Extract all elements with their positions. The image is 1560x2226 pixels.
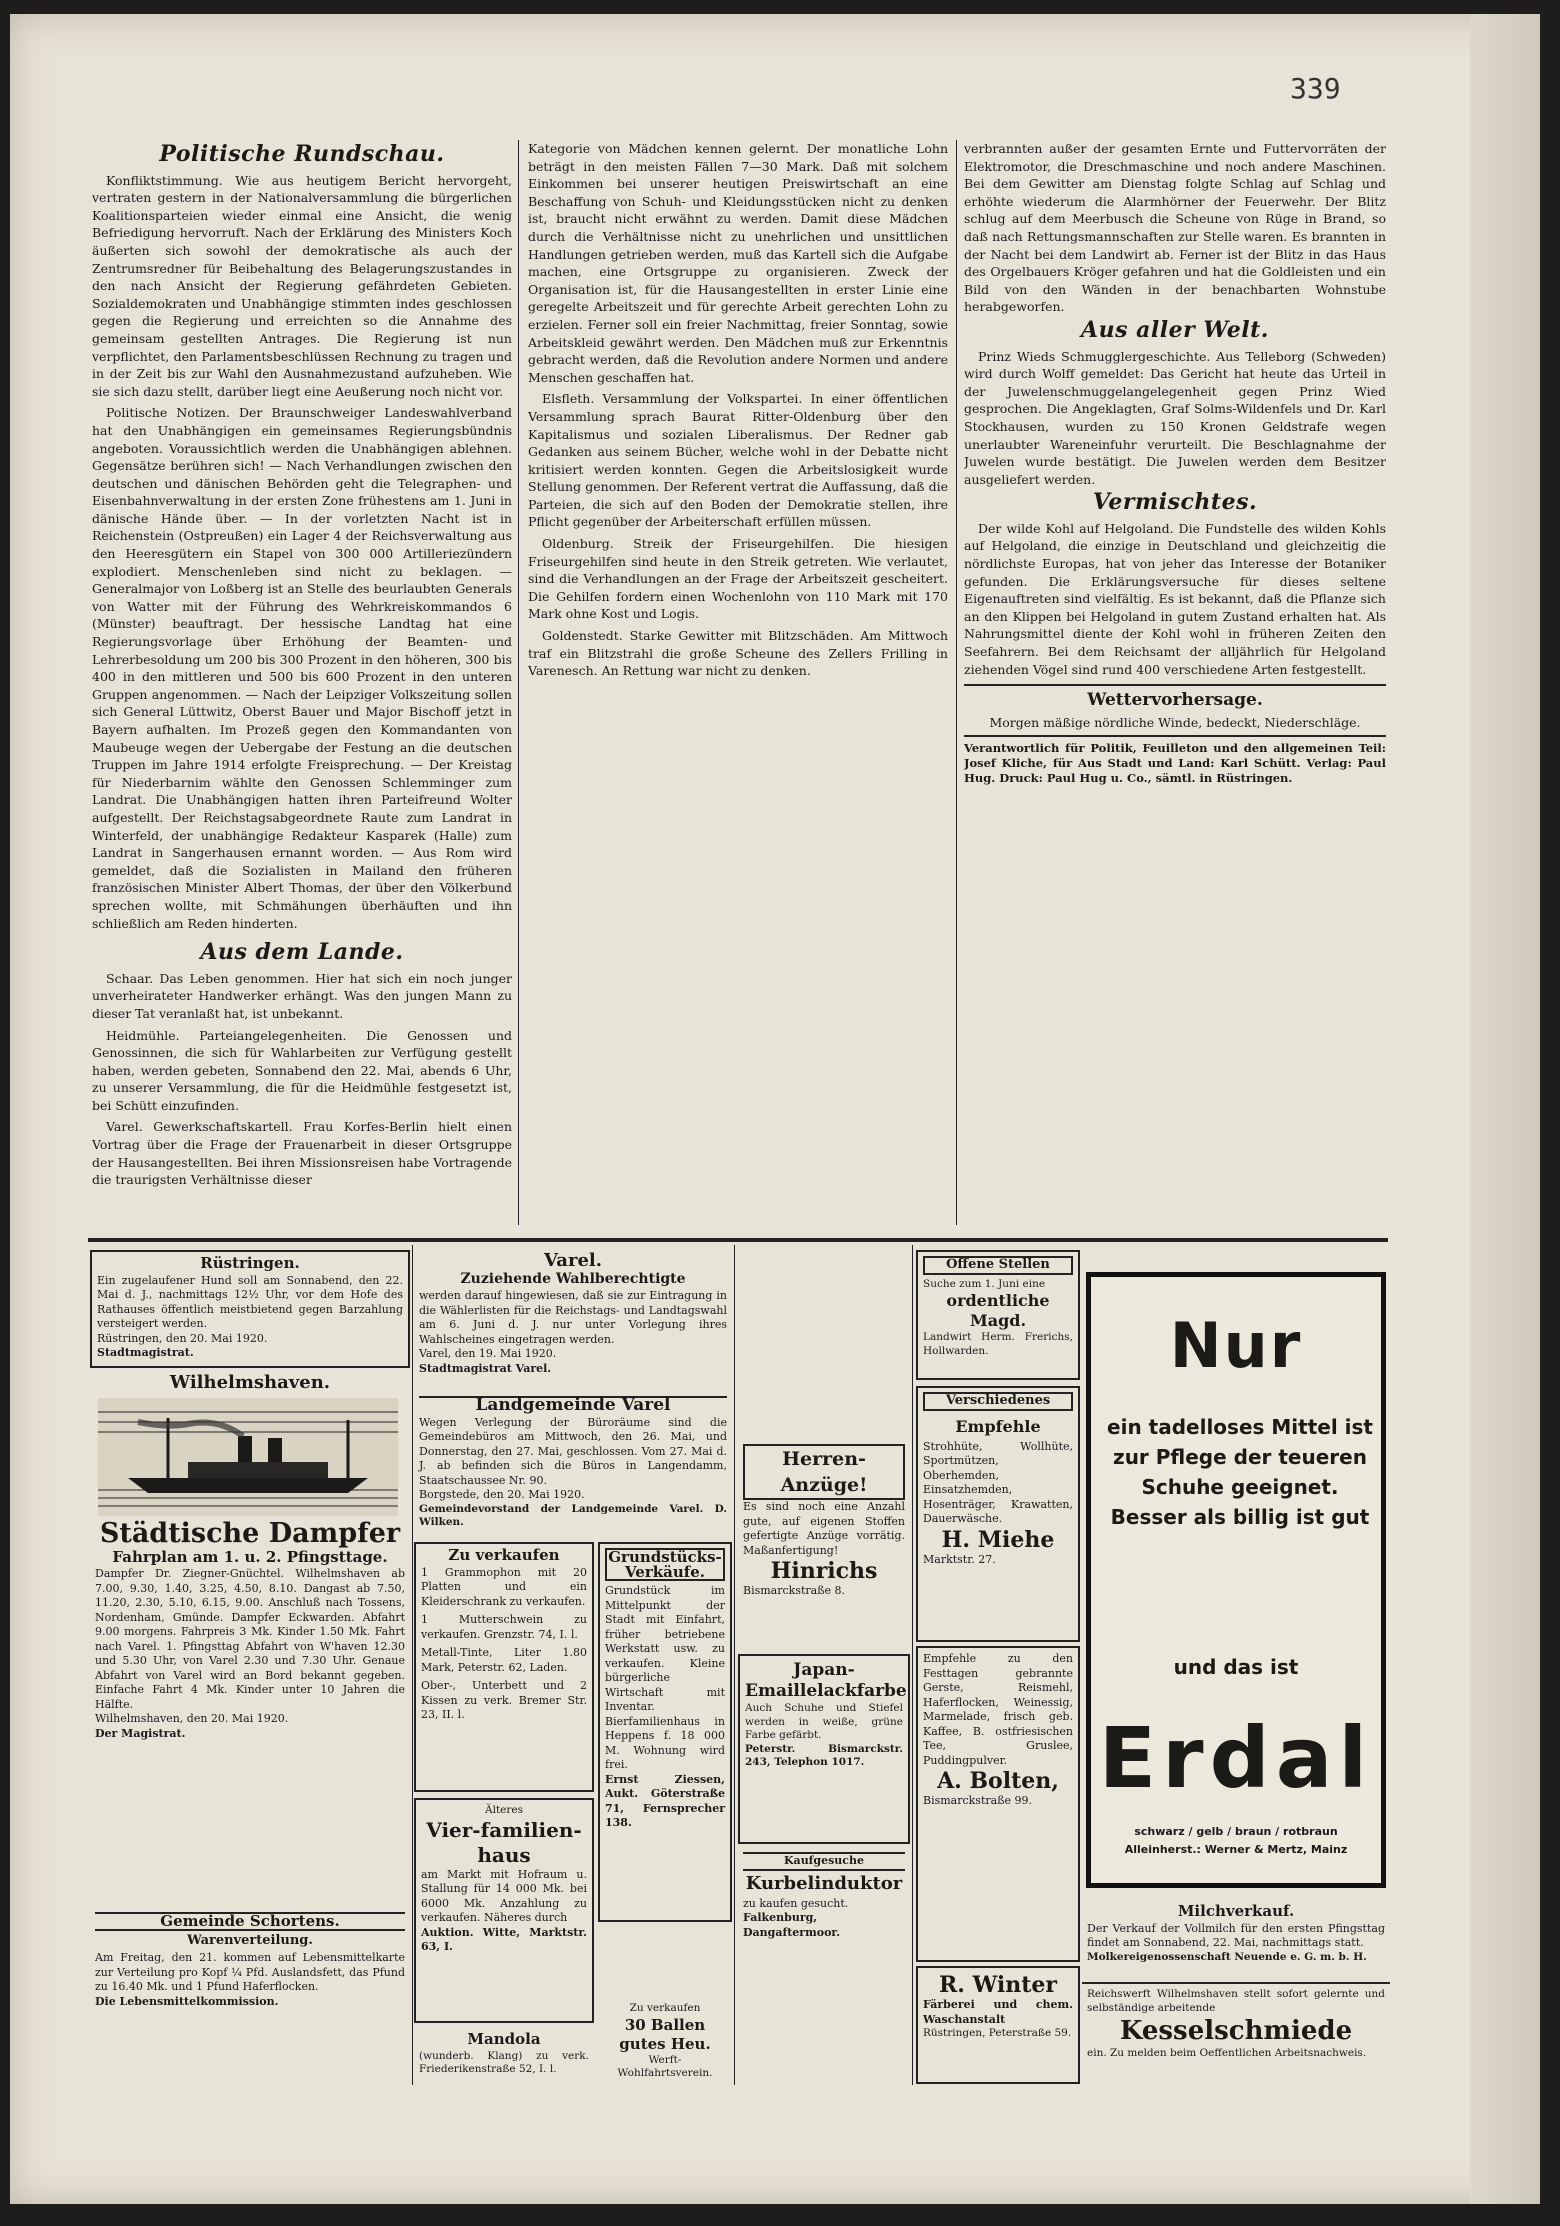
ad-landgemeinde-text: Wegen Verlegung der Büroräume sind die Gemeindebüros am Mittwoch, den 26. Mai, und Donnerstag, den 27. Mai, geschlossen. Vom 27. Mai d. J. ab befinden sich die Büros in Langendamm, Staatschaussee Nr. 90.: [419, 1415, 727, 1487]
ad-winter-address: Rüstringen, Peterstraße 59.: [923, 2027, 1072, 2039]
ad-verschiedenes-item: Strohhüte, Wollhüte, Sportmützen, Oberhemden, Einsatzhemden, Hosenträger, Krawatten, Dauerwäsche.: [923, 1439, 1073, 1525]
ad-kesselschmiede: [1082, 1982, 1390, 2084]
ad-schortens-sub: Warenverteilung.: [187, 1932, 313, 1948]
ad-grundstueck-agent: Ernst Ziessen, Aukt. Göterstraße 71, Fernsprecher 138.: [605, 1772, 725, 1829]
ad-winter: [916, 1966, 1080, 2084]
ad-milch-title: Milchverkauf.: [1177, 1902, 1295, 1920]
ad-bolten: [916, 1646, 1080, 1962]
ad-ruestringen-title: Rüstringen.: [200, 1254, 300, 1272]
ad-kaufgesuche-headline: Kurbelinduktor: [745, 1872, 903, 1894]
ad-winter-text: Färberei und chem. Waschanstalt: [923, 1998, 1073, 2026]
ad-wilhelmshaven-sub: Fahrplan am 1. u. 2. Pfingsttage.: [112, 1547, 388, 1566]
ad-vierfamilienhaus: [414, 1798, 594, 2023]
page-edge: [1470, 14, 1540, 2204]
ads-column-divider: [912, 1245, 913, 2085]
middle-paragraph: Kategorie von Mädchen kennen gelernt. Der monatliche Lohn beträgt in den meisten Fällen 7—30 Mark. Daß mit solchem Einkommen bei unserer heutigen Preiswirtschaft an eine Beschaffung von Schuh- und Kleidungsstücken nicht zu denken ist, braucht nicht erwähnt zu werden. Damit diese Mädchen durch die Verhältnisse nicht zu unehrlichen und unsittlichen Handlungen getrieben werden, muß das Kartell sich die Aufgabe machen, eine Ortsgruppe zu organisieren. Zweck der Organisation ist, für die Hausangestellten in erster Linie eine geregelte Arbeitszeit und für gerechte Arbeit gerechten Lohn zu erzielen. Ferner soll ein freier Nachmittag, freier Sonntag, sowie Arbeitskleid gewährt werden. Den Mädchen muß zur Erkenntnis gebracht werden, daß die Revolution andere Normen und andere Menschen geschaffen hat.: [528, 141, 948, 385]
wetter-block: [964, 684, 1386, 731]
ad-wilhelmshaven-headline: Städtische Dampfer: [99, 1517, 401, 1549]
ad-offene-stellen-title: Offene Stellen: [923, 1256, 1073, 1275]
ads-column-divider: [412, 1245, 413, 2085]
ad-kaufgesuche-text: zu kaufen gesucht.: [743, 1896, 849, 1910]
wetter-title: Wettervorhersage.: [1087, 690, 1263, 711]
ad-varel-sub: Zuziehende Wahlberechtigte: [460, 1270, 686, 1287]
ad-herren-address: Bismarckstraße 8.: [743, 1584, 846, 1597]
ad-grundstueck: [598, 1542, 732, 1922]
ad-offene-stellen-text: Suche zum 1. Juni eine: [923, 1277, 1046, 1290]
ad-landgemeinde: [414, 1392, 732, 1532]
ad-varel-sign: Varel, den 19. Mai 1920.: [419, 1347, 557, 1360]
ad-kaufgesuche-title: Kaufgesuche: [743, 1852, 905, 1871]
ad-ruestringen: [90, 1250, 410, 1368]
middle-paragraph: Oldenburg. Streik der Friseurgehilfen. Die hiesigen Friseurgehilfen sind heute in den Streik getreten. Wie verlautet, sind die Verhandlungen an der Frage der Arbeitszeit gescheitert. Die Gehilfen fordern einen Wochenlohn von 110 Mark mit 170 Mark ohne Kost und Logis.: [528, 536, 948, 622]
ad-kaufgesuche: [738, 1848, 910, 1962]
ad-item: Metall-Tinte, Liter 1.80 Mark, Peterstr. 62, Laden.: [421, 1646, 587, 1674]
ad-verschiedenes: [916, 1386, 1080, 1642]
ad-item: 1 Mutterschwein zu verkaufen. Grenzstr. 74, I. l.: [421, 1613, 587, 1641]
ad-landgemeinde-sign: Borgstede, den 20. Mai 1920.: [419, 1488, 585, 1501]
wetter-text: Morgen mäßige nördliche Winde, bedeckt, Niederschläge.: [989, 714, 1361, 730]
ad-wilhelmshaven-title: Wilhelmshaven.: [169, 1372, 331, 1393]
ad-heu-headline: 30 Ballen gutes Heu.: [619, 2015, 711, 2053]
ad-erdal-maker: Alleinherst.: Werner & Mertz, Mainz: [1124, 1843, 1348, 1856]
ad-kessel-text: Reichswerft Wilhelmshaven stellt sofort gelernte und selbständige arbeitende: [1087, 1988, 1385, 2014]
lande-paragraph: Heidmühle. Parteiangelegenheiten. Die Genossen und Genossinnen, die sich für Wahlarbeiten zur Verfügung gestellt haben, werden gebeten, Sonnabend den 22. Mai, abends 6 Uhr, zu unserer Versammlung, die für die Heidmühle festgesetzt ist, bei Schütt einzufinden.: [92, 1027, 512, 1113]
ad-winter-shop: R. Winter: [938, 1972, 1058, 1998]
ad-herren-anzuege: [738, 1440, 910, 1650]
column-middle: [528, 140, 948, 1225]
right-paragraph: verbrannten außer der gesamten Ernte und Futtervorräten der Elektromotor, die Dreschmaschine und noch andere Maschinen. Bei dem Gewitter am Dienstag folgte Schlag auf Schlag und erhöhte wiederum die Alarmhörner der Feuerwehr. Der Blitz schlug auf dem Meerbusch die Scheune von Rüge in Brand, so daß nach Rettungsmannschaften zur Stelle waren. Es brannten in der Nacht bei dem Landwirt ab. Ferner ist der Blitz in das Haus des Orgelbauers Kröger gefahren und hat die Goldleisten und ein Bild von den Wänden in der benachbarten Wohnstube herabgeworfen.: [964, 141, 1386, 315]
ad-item: 1 Grammophon mit 20 Platten und ein Kleiderschrank zu verkaufen.: [421, 1565, 587, 1608]
ad-kessel-sign: ein. Zu melden beim Oeffentlichen Arbeitsnachweis.: [1087, 2047, 1367, 2059]
ad-schortens: [90, 1908, 410, 2050]
ad-kessel-headline: Kesselschmiede: [1119, 2016, 1353, 2046]
ad-varel-title: Varel.: [543, 1250, 603, 1271]
ad-mandola-title: Mandola: [467, 2030, 541, 2048]
column-divider: [518, 140, 519, 1225]
ad-bolten-address: Bismarckstraße 99.: [923, 1794, 1033, 1807]
ad-ruestringen-office: Stadtmagistrat.: [97, 1346, 194, 1359]
ad-herren-text: Es sind noch eine Anzahl gute, auf eigenen Stoffen gefertigte Anzüge vorrätig. Maßanfertigung!: [743, 1500, 905, 1557]
vermischtes-title: Vermischtes.: [1092, 489, 1258, 516]
ad-kaufgesuche-sign: Falkenburg, Dangaftermoor.: [743, 1911, 841, 1939]
ad-erdal-brand: Erdal: [1098, 1709, 1374, 1807]
ad-heu-title: Zu verkaufen: [629, 2002, 701, 2014]
ad-verschiedenes-address: Marktstr. 27.: [923, 1552, 996, 1566]
lande-paragraph: Schaar. Das Leben genommen. Hier hat sich ein noch junger unverheirateter Handwerker erhängt. Was den jungen Mann zu dieser Tat veranlaßt hat, ist unbekannt.: [92, 970, 512, 1021]
ad-schortens-text: Am Freitag, den 21. kommen auf Lebensmittelkarte zur Verteilung pro Kopf ¼ Pfd. Auslandsfett, das Pfund zu 16.40 Mk. und 1 Pfund Haferflocken.: [95, 1951, 405, 1993]
ad-landgemeinde-office: Gemeindevorstand der Landgemeinde Varel. D. Wilken.: [419, 1502, 727, 1528]
ad-erdal-headline: Nur: [1169, 1309, 1303, 1382]
middle-paragraph: Elsfleth. Versammlung der Volkspartei. In einer öffentlichen Versammlung sprach Baurat Ritter-Oldenburg über den Kapitalismus und sozialen Liberalismus. Der Redner gab Gedanken aus seinem Bücher, welche wohl in der Debatte nicht kritisiert werden konnten. Gegen die Arbeitslosigkeit wurde Stellung genommen. Der Referent vertrat die Auffassung, daß die Parteien, die sich auf den Boden der Demokratie stellen, ihre Pflicht gegenüber der Arbeiterschaft erfüllen müssen.: [528, 391, 948, 530]
ads-column-divider: [734, 1245, 735, 2085]
ad-erdal: [1086, 1272, 1386, 1888]
ad-item: Ober-, Unterbett und 2 Kissen zu verk. Bremer Str. 23, II. l.: [421, 1679, 587, 1721]
ad-varel: [414, 1250, 732, 1388]
ad-verschiedenes-title: Verschiedenes: [923, 1392, 1073, 1411]
column-right: [964, 140, 1386, 1225]
ad-varel-office: Stadtmagistrat Varel.: [419, 1361, 552, 1375]
column-divider: [956, 140, 957, 1225]
ads-divider: [88, 1238, 1388, 1242]
ad-vierfamilienhaus-agent: Auktion. Witte, Marktstr. 63, I.: [421, 1925, 587, 1953]
ad-wilhelmshaven-office: Der Magistrat.: [95, 1726, 186, 1740]
ad-erdal-colors: schwarz / gelb / braun / rotbraun: [1134, 1825, 1338, 1838]
middle-paragraph: Goldenstedt. Starke Gewitter mit Blitzschäden. Am Mittwoch traf ein Blitzstrahl die große Scheune des Zellers Frilling in Varenesch. An Rettung war nicht zu denken.: [528, 628, 948, 679]
ad-ruestringen-text: Ein zugelaufener Hund soll am Sonnabend, den 22. Mai d. J., nachmittags 12½ Uhr, vor dem Hofe des Rathauses öffentlich meistbietend gegen Barzahlung versteigert werden.: [97, 1273, 403, 1330]
ad-emaillelack-title: Japan-Emaillelackfarbe: [745, 1660, 907, 1701]
lande-paragraph: Varel. Gewerkschaftskartell. Frau Korfes-Berlin hielt einen Vortrag über die Frage der Frauenarbeit in dieser Ortsgruppe der Hausangestellten. Bei ihren Missionsreisen habe Vortragende die traurigsten Verhältnisse dieser: [92, 1119, 512, 1188]
column-politik: [92, 140, 512, 1220]
ad-offene-stellen-sign: Landwirt Herm. Frerichs, Hollwarden.: [923, 1331, 1073, 1357]
ad-grundstueck-text: Grundstück im Mittelpunkt der Stadt mit Einfahrt, früher betriebene Werkstatt usw. zu verkaufen. Kleine bürgerliche Wirtschaft mit Inventar. Bierfamilienhaus in Heppens f. 18 000 M. Wohnung wird frei.: [605, 1584, 725, 1771]
ad-bolten-shop: A. Bolten,: [937, 1768, 1059, 1794]
ad-schortens-office: Die Lebensmittelkommission.: [95, 1994, 279, 2008]
vermischtes-paragraph: Der wilde Kohl auf Helgoland. Die Fundstelle des wilden Kohls auf Helgoland, die einzige in Deutschland und gleichzeitig die nördlichste Europas, hat von jeher das Interesse der Botaniker gefunden. Die Erklärungsversuche für dieses seltene Eigenauftreten sind vielfältig. Es ist bekannt, daß die Pflanze sich an den Klippen bei Helgoland in gutem Zustand erhalten hat. Als Nahrungsmittel diente der Kohl wohl in früheren Zeiten den Seefahrern. Bei dem Reichsamt der alljährlich für Helgoland ziehenden Vögel sind rund 400 verschiedene Arten festgestellt.: [964, 520, 1386, 677]
politik-paragraph: Politische Notizen. Der Braunschweiger Landeswahlverband hat den Unabhängigen ein gemeinsames Regierungsbündnis angeboten. Voraussichtlich werden die Unabhängigen ablehnen. Gegensätze berühren sich! — Nach Verhandlungen zwischen den deutschen und dänischen Behörden geht die Telegraphen- und Eisenbahnverwaltung in der ersten Zone frühestens am 1. Juni in dänische Hände über. — In der vorletzten Nacht ist in Reichenstein (Ostpreußen) ein Lager 4 der Reichsverwaltung aus den Heeresgütern ein Stapel von 300 000 Artilleriezündern explodiert. Menschenleben sind nicht zu beklagen. — Generalmajor von Loßberg ist an Stelle des beurlaubten Generals von Watter mit der Führung des Wehrkreiskommandos 6 (Münster) beauftragt. Der hessische Landtag hat eine Regierungsvorlage über Erhöhung der Beamten- und Lehrerbesoldung um 200 bis 300 Prozent in den höheren, 300 bis 400 in den mittleren und 500 bis 600 Prozent in den unteren Gruppen angenommen. — Nach der Leipziger Volkszeitung sollen sich General Lüttwitz, Oberst Bauer und Major Bischoff jetzt in Bayern aufhalten. Im Prozeß gegen den Kommandanten von Maubeuge wegen der Uebergabe der Festung an die deutschen Truppen im Jahre 1914 erfolgte Freisprechung. — Der Kreistag für Niederbarnim wählte den Genossen Schlemminger zum Landrat. Die Unabhängigen hatten ihren Parteifreund Wolter aufgestellt. Der Reichstagsabgeordnete Raute zum Landrat in Winterfeld, der unabhängige Redakteur Kasparek (Halle) zum Landrat in Sangerhausen ernannt worden. — Aus Rom wird gemeldet, daß die Sozialisten in Mailand den früheren französischen Minister Albert Thomas, der über den Völkerbund sprechen wollte, mit Schmähungen überhäuften und ihn schließlich am Reden hinderten.: [92, 405, 512, 931]
ad-vierfamilienhaus-headline: Vier-familien-haus: [426, 1817, 582, 1867]
welt-title: Aus aller Welt.: [1081, 316, 1269, 343]
ad-bolten-text: Empfehle zu den Festtagen gebrannte Gerste, Reismehl, Haferflocken, Weinessig, Marmelade, frisch geb. Kaffee, B. ostfriesischen Tee, Gruslee, Puddingpulver.: [923, 1652, 1073, 1767]
ad-ruestringen-sign: Rüstringen, den 20. Mai 1920.: [97, 1331, 268, 1345]
ad-offene-stellen-headline: ordentliche Magd.: [946, 1291, 1050, 1330]
ad-verschiedenes-shop: H. Miehe: [941, 1526, 1055, 1553]
ad-heu-sign: Werft-Wohlfahrtsverein.: [617, 2053, 713, 2079]
ad-zu-verkaufen: [414, 1542, 594, 1792]
ad-offene-stellen: [916, 1250, 1080, 1380]
welt-paragraph: Prinz Wieds Schmugglergeschichte. Aus Telleborg (Schweden) wird durch Wolff gemeldet: Das Gericht hat heute das Urteil in der Juwelenschmuggelangelegenheit gegen Prinz Wied gesprochen. Die Angeklagten, Graf Solms-Wildenfels und Dr. Karl Stockhausen, wurden zu 150 Kronen Geldstrafe wegen unerlaubter Wareneinfuhr verurteilt. Die Beschlagnahme der Juwelen wurde bestätigt. Die Juwelen werden dem Besitzer ausgeliefert werden.: [964, 348, 1386, 487]
ad-erdal-text: ein tadelloses Mittel ist zur Pflege der teueren Schuhe geeignet. Besser als billig ist gut: [1107, 1415, 1373, 1529]
ad-schortens-title: Gemeinde Schortens.: [95, 1912, 405, 1931]
ad-mandola: [414, 2028, 594, 2084]
ad-emaillelack-address: Peterstr. Bismarckstr. 243, Telephon 1017.: [745, 1742, 903, 1768]
politik-paragraph: Konfliktstimmung. Wie aus heutigem Bericht hervorgeht, vertraten gestern in der Nationalversammlung die bürgerlichen Koalitionsparteien wieder einmal eine Ansicht, die wenig Befriedigung hervorruft. Nach der Erklärung des Ministers Koch äußerten sich sowohl der demokratische als auch der Zentrumsredner für Beibehaltung des Belagerungszustandes in den nach Ansicht der Regierung gefährdeten Gebieten. Sozialdemokraten und Unabhängige stimmten indes geschlossen gegen die Regierung und erreichten so die Annahme des gemeinsam gestellten Antrages. Die Regierung ist nun verpflichtet, den Parlamentsbeschlüssen Rechnung zu tragen und in der Zeit bis zur Wahl den Ausnahmezustand aufzuheben. Wie sie sich dazu stellt, darüber liegt eine Aeußerung noch nicht vor.: [92, 172, 512, 399]
ad-herren-shop: Hinrichs: [770, 1558, 878, 1584]
ad-erdal-connector: und das ist: [1173, 1655, 1299, 1679]
ad-milch-text: Der Verkauf der Vollmilch für den ersten Pfingsttag findet am Sonnabend, 22. Mai, nachmittags statt.: [1087, 1921, 1385, 1949]
ad-herren-title: Herren-Anzüge!: [743, 1444, 905, 1500]
ad-wilhelmshaven-text: Dampfer Dr. Ziegner-Gnüchtel. Wilhelmshaven ab 7.00, 9.30, 1.40, 3.25, 4.50, 8.10. Dangast ab 7.50, 11.20, 2.30, 5.10, 6.15, 9.00. Anschluß nach Tossens, Nordenham, Gmünde. Dampfer Eckwarden. Abfahrt 9.00 morgens. Fahrpreis 3 Mk. Kinder 1.50 Mk. Fahrt nach Varel. 1. Pfingsttag Abfahrt von W'haven 12.30 und 5.30 Uhr, von Varel 2.30 und 7.30 Uhr. Genaue Abfahrt von Varel wird an Bord bekannt gegeben. Einfache Fahrt 4 Mk. Kinder unter 10 Jahren die Hälfte.: [95, 1567, 405, 1711]
ad-emaillelack: [738, 1654, 910, 1844]
ad-verschiedenes-headline: Empfehle: [955, 1416, 1041, 1436]
lande-title: Aus dem Lande.: [200, 939, 404, 966]
page-number: 339: [1290, 72, 1341, 105]
ad-vierfamilienhaus-text: am Markt mit Hofraum u. Stallung für 14 000 Mk. bei 6000 Mk. Anzahlung zu verkaufen. Näheres durch: [421, 1867, 587, 1924]
ad-emaillelack-text: Auch Schuhe und Stiefel werden in weiße, grüne Farbe gefärbt.: [745, 1702, 903, 1741]
ad-zu-verkaufen-title: Zu verkaufen: [448, 1546, 560, 1564]
ad-wilhelmshaven-sign: Wilhelmshaven, den 20. Mai 1920.: [95, 1712, 289, 1725]
ad-landgemeinde-title: Landgemeinde Varel: [419, 1396, 727, 1413]
ad-grundstueck-title: Grundstücks-Verkäufe.: [605, 1548, 725, 1581]
ad-milchverkauf: [1082, 1900, 1390, 1978]
ad-heu: [598, 1998, 732, 2084]
politik-title: Politische Rundschau.: [159, 141, 445, 167]
ad-varel-text: werden darauf hingewiesen, daß sie zur Eintragung in die Wählerlisten für die Reichstags- und Landtagswahl am 6. Juni d. J. nur unter Vorlegung ihres Wahlscheines eingetragen werden.: [419, 1289, 727, 1346]
impressum: Verantwortlich für Politik, Feuilleton und den allgemeinen Teil: Josef Kliche, für Aus Stadt und Land: Karl Schütt. Verlag: Paul Hug. Druck: Paul Hug u. Co., sämtl. in Rüstringen.: [964, 735, 1386, 786]
ad-milch-sign: Molkereigenossenschaft Neuende e. G. m. b. H.: [1087, 1950, 1367, 1963]
steamship-illustration: [98, 1398, 398, 1516]
ad-vierfamilienhaus-prefix: Älteres: [485, 1804, 523, 1816]
ad-mandola-text: (wunderb. Klang) zu verk. Friederikenstraße 52, I. l.: [419, 2049, 589, 2075]
